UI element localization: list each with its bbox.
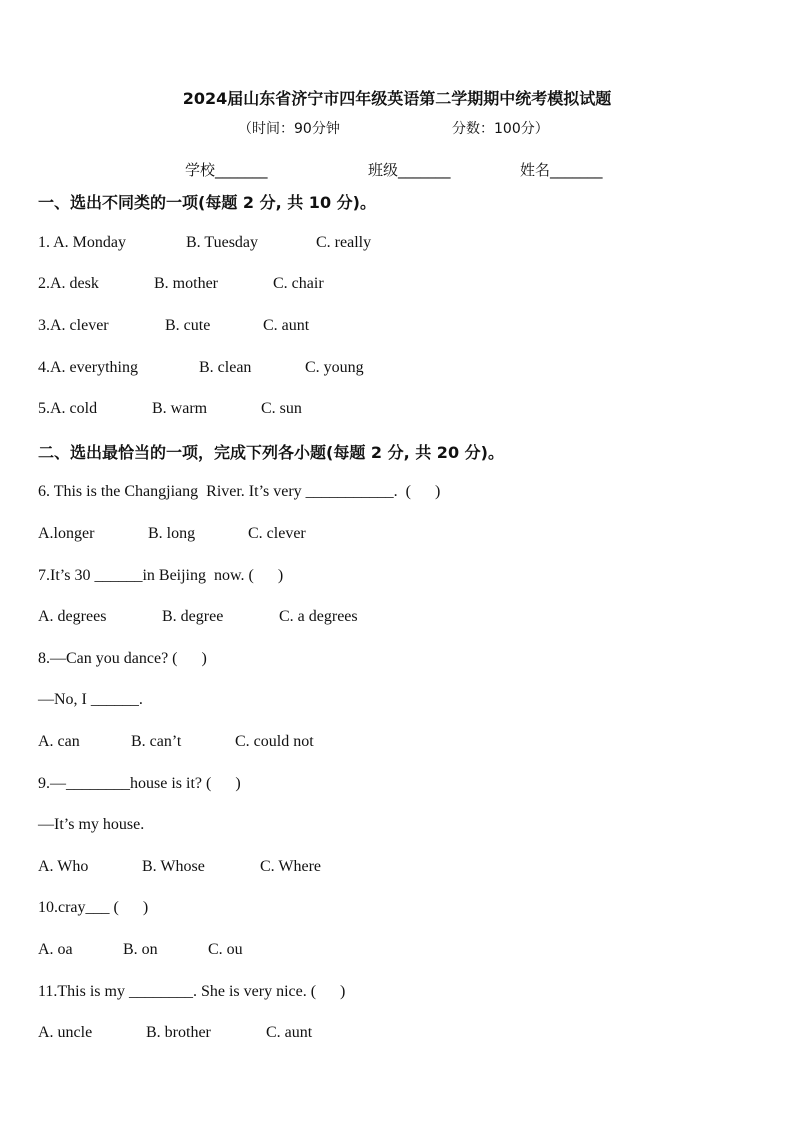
q7-option-a: A. degrees: [38, 608, 107, 625]
q10-stem: 10.cray___ ( ): [38, 899, 149, 916]
q6-option-b: B. long: [148, 525, 196, 542]
q8-stem: 8.—Can you dance? ( ): [38, 650, 207, 667]
name-field: 姓名_______: [520, 161, 603, 179]
q6-option-c: C. clever: [248, 525, 306, 542]
q10-option-b: B. on: [123, 941, 158, 958]
q7-stem: 7.It’s 30 ______in Beijing now. ( ): [38, 567, 284, 584]
q6-option-a: A.longer: [38, 525, 95, 542]
q2-option-b: B. mother: [154, 275, 218, 292]
q3-option-a: 3.A. clever: [38, 317, 109, 334]
q11-option-a: A. uncle: [38, 1024, 93, 1041]
q8-option-b: B. can’t: [131, 733, 182, 750]
q9-option-b: B. Whose: [142, 858, 205, 875]
q8-option-a: A. can: [38, 733, 80, 750]
q10-option-a: A. oa: [38, 941, 73, 958]
q10-option-c: C. ou: [208, 941, 243, 958]
q8-reply: —No, I ______.: [38, 691, 143, 708]
section-2-heading: 二、选出最恰当的一项，完成下列各小题(每题 2 分, 共 20 分)。: [38, 443, 504, 462]
q9-stem: 9.—________house is it? ( ): [38, 775, 241, 792]
page-title: 2024届山东省济宁市四年级英语第二学期期中统考模拟试题: [182, 89, 612, 108]
q11-stem: 11.This is my ________. She is very nice. ( ): [38, 983, 346, 1000]
q8-option-c: C. could not: [235, 733, 314, 750]
q7-option-b: B. degree: [162, 608, 224, 625]
q2-option-a: 2.A. desk: [38, 275, 99, 292]
exam-time: （时间：90分钟: [238, 121, 340, 137]
q6-stem: 6. This is the Changjiang River. It’s very ___________. ( ): [38, 483, 441, 500]
q1-option-b: B. Tuesday: [186, 234, 259, 251]
q1-option-a: 1. A. Monday: [38, 234, 126, 251]
q11-option-b: B. brother: [146, 1024, 211, 1041]
q5-option-a: 5.A. cold: [38, 400, 98, 417]
q9-option-a: A. Who: [38, 858, 89, 875]
q2-option-c: C. chair: [273, 275, 324, 292]
q4-option-a: 4.A. everything: [38, 359, 138, 376]
q3-option-c: C. aunt: [263, 317, 310, 334]
q5-option-b: B. warm: [152, 400, 208, 417]
section-1-heading: 一、选出不同类的一项(每题 2 分, 共 10 分)。: [38, 193, 376, 212]
q4-option-c: C. young: [305, 359, 364, 376]
class-field: 班级_______: [368, 161, 451, 179]
q1-option-c: C. really: [316, 234, 372, 251]
q9-option-c: C. Where: [260, 858, 322, 875]
q9-reply: —It’s my house.: [38, 816, 145, 833]
school-field: 学校_______: [185, 161, 268, 179]
q11-option-c: C. aunt: [266, 1024, 313, 1041]
exam-score: 分数：100分）: [452, 121, 549, 137]
q5-option-c: C. sun: [261, 400, 302, 417]
q3-option-b: B. cute: [165, 317, 211, 334]
q7-option-c: C. a degrees: [279, 608, 358, 625]
q4-option-b: B. clean: [199, 359, 252, 376]
